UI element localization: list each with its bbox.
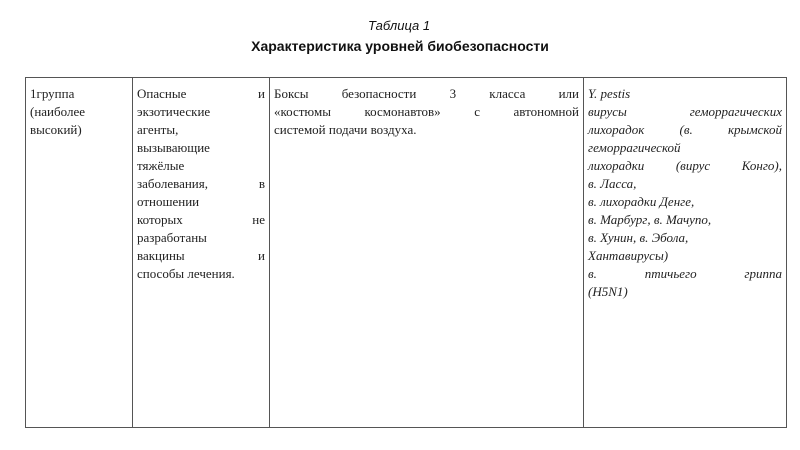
agents-line [137,193,265,211]
pathogens-line [588,103,782,121]
pathogens-line [588,175,782,193]
pathogens-line [588,157,782,175]
word: которых [137,212,183,227]
word: в. [588,266,597,281]
word: в [258,176,265,191]
pathogens-line [588,229,782,247]
word: птичьего [644,266,697,281]
word: лихорадок [588,122,645,137]
agents-line [137,265,265,283]
word: системой подачи воздуха. [274,122,417,137]
biosafety-table [25,77,787,428]
cell-group [26,78,133,428]
agents-line [137,175,265,193]
agents-line [137,157,265,175]
word: Y. pestis [588,86,631,101]
agents-line [137,247,265,265]
word: космонавтов» [364,104,441,119]
word: в. Ласса, [588,176,637,191]
word: (H5N1) [588,284,628,299]
word: вирусы [588,104,627,119]
agents-line [137,229,265,247]
word: отношении [137,194,200,209]
agents-line [137,85,265,103]
cell-pathogens [584,78,787,428]
word: разработаны [137,230,207,245]
word: крымской [727,122,782,137]
word: гриппа [744,266,782,281]
word: (вирус [675,158,711,173]
word: геморрагической [588,140,681,155]
word: Опасные [137,86,187,101]
pathogens-line [588,193,782,211]
agents-line [137,139,265,157]
word: безопасности [341,86,417,101]
word: заболевания, [137,176,208,191]
word: с [474,104,480,119]
group-line: 1группа [30,86,75,101]
pathogens-line [588,283,782,301]
word: 3 [449,86,457,101]
word: в. лихорадки Денге, [588,194,695,209]
word: «костюмы [274,104,331,119]
word: и [258,248,265,263]
pathogens-line [588,211,782,229]
word: лихорадки [588,158,645,173]
word: (в. [679,122,693,137]
word: не [252,212,265,227]
word: в. Марбург, в. Мачупо, [588,212,712,227]
pathogens-line [588,139,782,157]
group-line: (наиболее [30,104,85,119]
word: или [558,86,579,101]
containment-line [274,103,579,121]
word: Боксы [274,86,309,101]
agents-line [137,121,265,139]
table-row [26,78,787,428]
word: агенты, [137,122,179,137]
word: в. Хунин, в. Эбола, [588,230,689,245]
pathogens-line [588,265,782,283]
cell-agents [133,78,270,428]
pathogens-line [588,85,782,103]
word: автономной [513,104,579,119]
agents-line [137,211,265,229]
agents-line [137,103,265,121]
table-number: Таблица 1 [368,18,431,33]
word: геморрагических [689,104,782,119]
table-title: Характеристика уровней биобезопасности [251,38,549,54]
word: и [258,86,265,101]
word: Хантавирусы) [588,248,669,263]
word: способы лечения. [137,266,235,281]
word: экзотические [137,104,211,119]
word: Конго), [741,158,782,173]
cell-containment [270,78,584,428]
group-line: высокий) [30,122,82,137]
word: тяжёлые [137,158,185,173]
pathogens-line [588,121,782,139]
containment-line [274,121,579,139]
word: вызывающие [137,140,210,155]
word: класса [489,86,526,101]
pathogens-line [588,247,782,265]
containment-line [274,85,579,103]
word: вакцины [137,248,185,263]
